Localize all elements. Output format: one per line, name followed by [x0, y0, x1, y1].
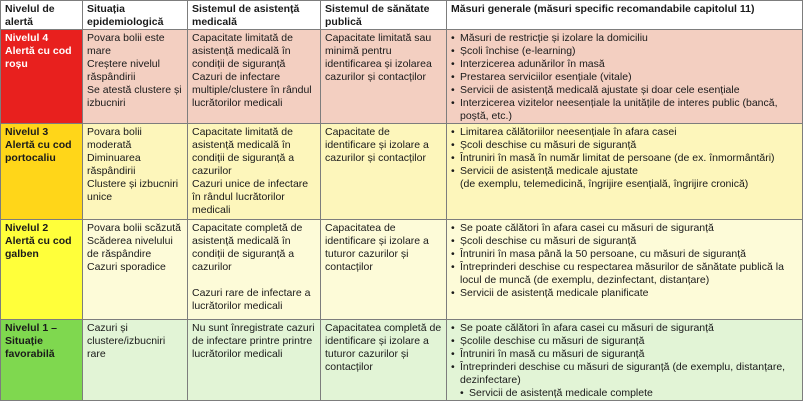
med-line: Cazuri unice de infectare în rândul lucrătorilor medicali	[192, 178, 309, 216]
level-2-public-health: Capacitatea de identificare și izolare a tuturor cazurilor și contacților	[321, 220, 447, 320]
measure-item: • Se poate călători în afara casei cu măsuri de siguranță	[451, 222, 798, 235]
measure-item: • Școli deschise cu măsuri de siguranță	[451, 139, 798, 152]
level-3-epidemiological	[83, 124, 188, 220]
level-2-cell	[0, 220, 83, 320]
header-general-measures: Măsuri generale (măsuri specific recomandabile capitolul 11)	[447, 0, 803, 30]
table-row-level-2	[0, 220, 803, 320]
table-row-level-3	[0, 124, 803, 220]
table-row-level-1	[0, 320, 803, 401]
epi-line: Povara bolii scăzută	[87, 222, 181, 234]
epi-line: Se atestă clustere și izbucniri	[87, 84, 182, 109]
level-3-title: Nivelul 3	[5, 126, 49, 138]
header-level: Nivelul de alertă	[0, 0, 83, 30]
epi-line: Scăderea nivelului de răspândire	[87, 235, 173, 260]
level-1-cell	[0, 320, 83, 401]
epi-line: Creștere nivelul răspândirii	[87, 58, 160, 83]
med-line: Cazuri de infectare multiple/clustere în rândul lucrătorilor medicali	[192, 71, 312, 109]
level-2-title: Nivelul 2	[5, 222, 49, 234]
level-3-subtitle: Alertă cu cod portocaliu	[5, 139, 72, 164]
level-2-medical	[188, 220, 321, 320]
epi-line: Povara bolii moderată	[87, 126, 142, 151]
epi-line: Cazuri sporadice	[87, 261, 166, 273]
epi-line: Clustere și izbucniri unice	[87, 178, 179, 203]
med-line: Capacitate completă de asistență medicală în condiții de siguranță a cazurilor	[192, 222, 303, 273]
measure-item: • Servicii de asistență medicală ajustate și doar cele esențiale	[451, 84, 798, 97]
level-4-public-health: Capacitate limitată sau minimă pentru identificarea și izolarea cazurilor și contacților	[321, 30, 447, 124]
level-1-measures	[447, 320, 803, 401]
level-4-cell	[0, 30, 83, 124]
level-4-medical	[188, 30, 321, 124]
level-3-measures	[447, 124, 803, 220]
measure-item: • Școlile deschise cu măsuri de siguranță	[451, 335, 798, 348]
measure-item: • Servicii de asistență medicale planificate	[451, 287, 798, 300]
measure-item: • Se poate călători în afara casei cu măsuri de siguranță	[451, 322, 798, 335]
level-1-medical	[188, 320, 321, 401]
header-epidemiological: Situația epidemiologică	[83, 0, 188, 30]
level-2-subtitle: Alertă cu cod galben	[5, 235, 72, 260]
med-line: Cazuri rare de infectare a lucrătorilor medicali	[192, 287, 311, 312]
measure-item: • Întreprinderi deschise cu respectarea măsurilor de sănătate publică la locul de muncă (de exemplu, dezinfectant, distanțare)	[451, 261, 798, 287]
level-4-measures	[447, 30, 803, 124]
measure-item: • Limitarea călătoriilor neesențiale în afara casei	[451, 126, 798, 139]
measure-item: • Măsuri de restricție și izolare la domiciliu	[451, 32, 798, 45]
measure-item: • Școli închise (e-learning)	[451, 45, 798, 58]
level-1-public-health: Capacitatea completă de identificare și izolare a tuturor cazurilor și contacților	[321, 320, 447, 401]
spacer	[192, 274, 316, 287]
measure-item: • Întreprinderi deschise cu măsuri de siguranță (de exemplu, distanțare, dezinfectare)	[451, 361, 798, 387]
measure-item: • Interzicerea adunărilor în masă	[451, 58, 798, 71]
level-2-epidemiological	[83, 220, 188, 320]
measure-item: • Întruniri în masă în număr limitat de persoane (de ex. înmormântări)	[451, 152, 798, 165]
level-4-title: Nivelul 4	[5, 32, 49, 44]
level-3-cell	[0, 124, 83, 220]
level-4-epidemiological	[83, 30, 188, 124]
header-medical-system: Sistemul de asistență medicală	[188, 0, 321, 30]
epi-line: Povara bolii este mare	[87, 32, 165, 57]
measure-item: • Școli deschise cu măsuri de siguranță	[451, 235, 798, 248]
measure-item: • Servicii de asistență medicale ajustate	[451, 165, 798, 178]
table-row-level-4	[0, 30, 803, 124]
med-line: Capacitate limitată de asistență medicală în condiții de siguranță	[192, 32, 293, 70]
level-3-medical	[188, 124, 321, 220]
measure-item: • Prestarea serviciilor esențiale (vitale)	[451, 71, 798, 84]
epi-line: Diminuarea răspândirii	[87, 152, 141, 177]
level-1-title: Nivelul 1 – Situație favorabilă	[5, 322, 57, 360]
med-line: Nu sunt înregistrate cazuri de infectare printre printre lucrătorilor medicali	[192, 322, 315, 360]
measure-item: • Servicii de asistență medicale complete	[451, 387, 798, 400]
level-1-epidemiological	[83, 320, 188, 401]
measure-item: • Interzicerea vizitelor neesențiale la unitățile de interes public (bancă, poștă, etc.)	[451, 97, 798, 123]
level-3-public-health: Capacitate de identificare și izolare a cazurilor și contacților	[321, 124, 447, 220]
measure-item: • Întruniri în masă cu măsuri de siguranță	[451, 348, 798, 361]
measure-note: (de exemplu, telemedicină, îngrijire esențială, îngrijire cronică)	[460, 178, 749, 190]
med-line: Capacitate limitată de asistență medicală în condiții de siguranță a cazurilor	[192, 126, 295, 177]
epi-line: Cazuri și clustere/izbucniri rare	[87, 322, 166, 360]
level-4-subtitle: Alertă cu cod roșu	[5, 45, 72, 70]
header-public-health: Sistemul de sănătate publică	[321, 0, 447, 30]
level-2-measures	[447, 220, 803, 320]
table-header-row	[0, 0, 803, 30]
measure-item: • Întruniri în masa până la 50 persoane, cu măsuri de siguranță	[451, 248, 798, 261]
